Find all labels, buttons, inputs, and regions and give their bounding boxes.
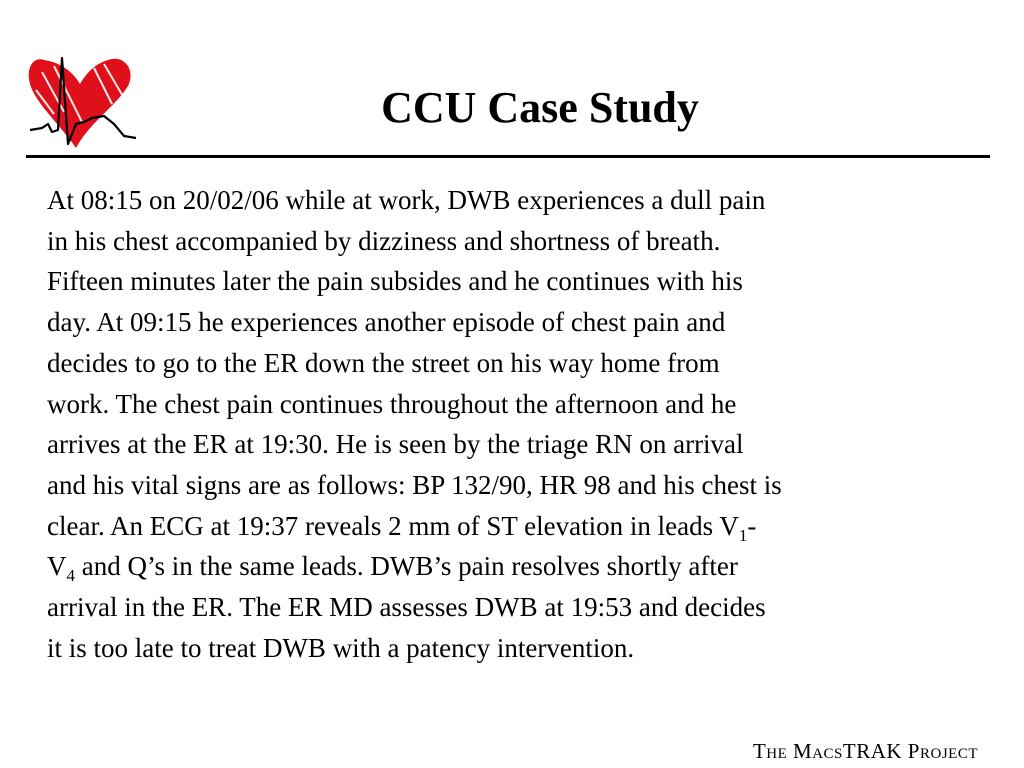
body-line: and his vital signs are as follows: BP 132/90, HR 98 and his chest is (47, 469, 782, 500)
case-narrative (47, 180, 1007, 668)
line-text: clear. An ECG at 19:37 reveals 2 mm of ST elevation in leads V (47, 510, 739, 541)
body-line (47, 546, 1007, 587)
body-line: it is too late to treat DWB with a patency intervention. (47, 632, 635, 663)
footer-credit: The MacsTRAK Project (752, 739, 978, 763)
body-line: At 08:15 on 20/02/06 while at work, DWB experiences a dull pain (47, 185, 766, 215)
body-line: Fifteen minutes later the pain subsides and he continues with his (47, 266, 743, 297)
subscript: 4 (66, 566, 75, 586)
slide-title: CCU Case Study (381, 83, 699, 132)
subscript: 1 (738, 525, 748, 545)
title-divider (26, 155, 990, 158)
line-text: and Q’s in the same leads. DWB’s pain resolves shortly after (75, 551, 738, 582)
body-line: day. At 09:15 he experiences another episode of chest pain and (47, 307, 726, 338)
body-line: decides to go to the ER down the street on his way home from (47, 347, 720, 378)
heart-ecg-icon (24, 52, 142, 160)
body-line: arrives at the ER at 19:30. He is seen by the triage RN on arrival (47, 429, 744, 460)
line-text: - (747, 510, 757, 541)
body-line: arrival in the ER. The ER MD assesses DWB at 19:53 and decides (47, 592, 766, 623)
body-line (47, 506, 1007, 547)
body-line: in his chest accompanied by dizziness and shortness of breath. (47, 225, 721, 256)
body-line: work. The chest pain continues throughout the afternoon and he (47, 388, 737, 419)
line-text: V (47, 551, 67, 582)
